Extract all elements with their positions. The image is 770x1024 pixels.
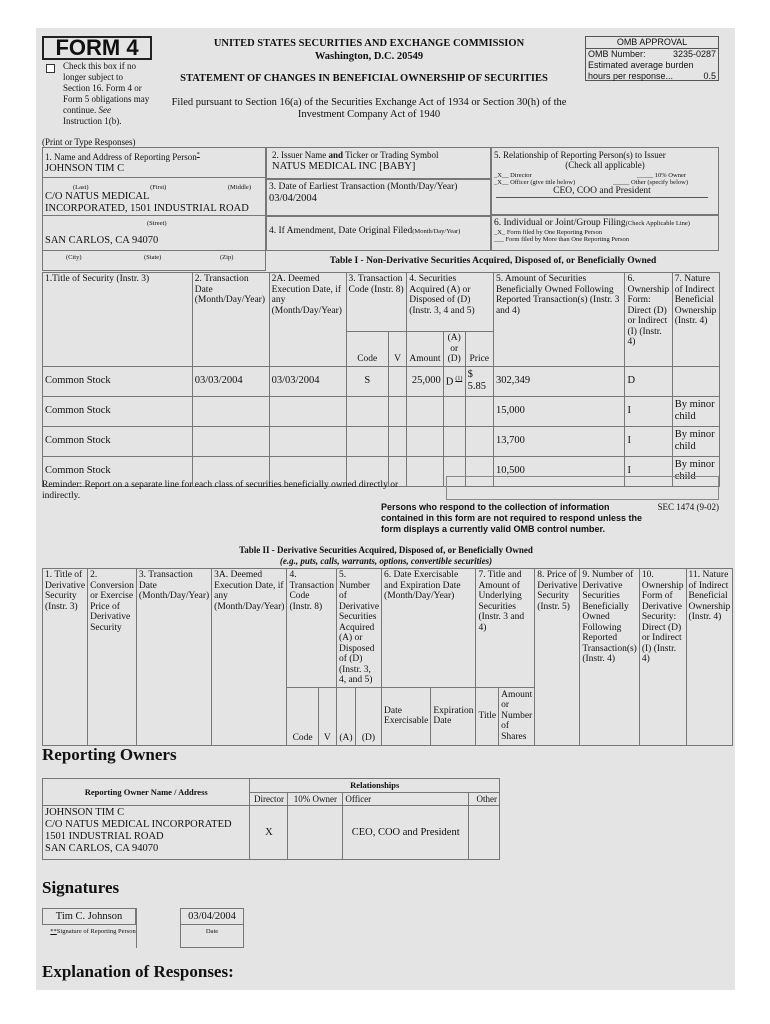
print-note: (Print or Type Responses) xyxy=(42,137,136,147)
signature-label xyxy=(48,928,138,936)
reminder-box xyxy=(446,476,719,500)
t1-cell-code xyxy=(346,396,388,426)
ro-owner-line3: 1501 INDUSTRIAL ROAD xyxy=(45,831,164,842)
t1-cell-aord-value: D xyxy=(445,376,454,388)
t1-cell-nature: By minor child xyxy=(672,456,719,486)
checkbox-see: See xyxy=(98,105,111,115)
t2-h-title: 1. Title of Derivative Security (Instr. 3) xyxy=(43,569,88,746)
reminder: Reminder: Report on a separate line for each class of securities beneficially owned directly or indirectly. xyxy=(42,480,399,501)
t1-cell-deemed xyxy=(269,426,346,456)
ro-ten-pct-mark xyxy=(288,806,343,860)
t2-h-price: 8. Price of Derivative Security (Instr. 5) xyxy=(535,569,580,746)
persons-note: Persons who respond to the collection of information contained in this form are not required to respond unless the form displays a currently valid OMB control number. xyxy=(381,502,643,534)
explanation-heading: Explanation of Responses: xyxy=(42,962,234,981)
box5-label: 5. Relationship of Reporting Person(s) to Issuer xyxy=(494,150,666,160)
t1-cell-aord xyxy=(443,396,465,426)
t1-cell-form: I xyxy=(625,456,672,486)
t1-cell-amount xyxy=(407,396,444,426)
box1-reporting-person xyxy=(42,147,266,251)
signature-date: 03/04/2004 xyxy=(180,908,244,925)
t2-h-sub-code: Code xyxy=(287,687,318,745)
ro-h-other: Other xyxy=(469,792,500,806)
box3-earliest-transaction xyxy=(266,179,491,216)
t2-h-conversion: 2. Conversion or Exercise Price of Derivative Security xyxy=(88,569,137,746)
box1-middle-label: (Middle) xyxy=(227,183,251,191)
box1-first-label: (First) xyxy=(150,183,167,191)
t1-cell-owned: 13,700 xyxy=(493,426,625,456)
t1-cell-nature: By minor child xyxy=(672,426,719,456)
t1-h-date: 2. Transaction Date (Month/Day/Year) xyxy=(192,273,269,367)
box1-asterisk: * xyxy=(196,152,200,158)
box2-issuer xyxy=(266,147,491,179)
table1-row xyxy=(43,426,720,456)
t1-cell-v xyxy=(389,396,407,426)
t2-h-sub-date-ex: Date Exercisable xyxy=(382,687,431,745)
t2-h-exercisable: 6. Date Exercisable and Expiration Date (Month/Day/Year) xyxy=(382,569,476,688)
ro-owner-line4: SAN CARLOS, CA 94070 xyxy=(45,843,159,854)
t2-h-sub-title: Title xyxy=(476,687,499,745)
issuer-name: NATUS MEDICAL INC [BABY] xyxy=(272,161,416,172)
t1-cell-owned: 302,349 xyxy=(493,366,625,396)
t1-cell-price xyxy=(465,426,493,456)
city-row-box xyxy=(42,251,266,271)
t1-cell-aord xyxy=(443,426,465,456)
box1-city-label: (City) xyxy=(66,254,82,261)
box1-label: 1. Name and Address of Reporting Person xyxy=(45,152,197,162)
reporting-address2: INCORPORATED, 1501 INDUSTRIAL ROAD xyxy=(45,202,249,214)
form-sheet xyxy=(36,28,735,990)
reporting-citystate: SAN CARLOS, CA 94070 xyxy=(45,234,159,246)
ro-director-mark: X xyxy=(250,806,288,860)
box4-label-small: (Month/Day/Year) xyxy=(412,228,461,235)
box6-filing-type xyxy=(491,215,719,251)
t2-h-sub-d: (D) xyxy=(355,687,381,745)
t1-h-sub-code: Code xyxy=(346,332,388,367)
signature-marker: ** xyxy=(50,928,57,935)
t1-footnote-link[interactable]: (1) xyxy=(455,376,463,383)
t2-h-form: 10. Ownership Form of Derivative Security: Direct (D) or Indirect (I) (Instr. 4) xyxy=(639,569,686,746)
box5-other: _____ Other (specify below) xyxy=(613,179,688,186)
t2-h-number: 5. Number of Derivative Securities Acquired (A) or Disposed of (D) (Instr. 3, 4, and 5) xyxy=(336,569,381,688)
t1-cell-form: I xyxy=(625,396,672,426)
table1-title: Table I - Non-Derivative Securities Acquired, Disposed of, or Beneficially Owned xyxy=(329,256,657,266)
box4-amendment xyxy=(266,216,491,251)
signature-label-text: Signature of Reporting Person xyxy=(56,928,136,935)
reporting-owners-table xyxy=(42,778,500,860)
omb-title: OMB APPROVAL xyxy=(586,37,718,49)
signatures-heading: Signatures xyxy=(42,878,120,897)
t1-cell-price xyxy=(465,396,493,426)
t1-h-acquired: 4. Securities Acquired (A) or Disposed of (D) (Instr. 3, 4 and 5) xyxy=(407,273,494,332)
t1-cell-title: Common Stock xyxy=(43,366,193,396)
table2-subtitle: (e.g., puts, calls, warrants, options, convertible securities) xyxy=(279,556,493,566)
checkbox-instr: Instruction 1(b). xyxy=(63,116,122,126)
omb-burden-label: Estimated average burden xyxy=(588,60,694,70)
t1-cell-amount: 25,000 xyxy=(407,366,444,396)
t2-h-sub-v: V xyxy=(318,687,336,745)
t2-h-owned: 9. Number of Derivative Securities Beneficially Owned Following Reported Transaction(s) (Instr. 4) xyxy=(580,569,640,746)
omb-hours-value: 0.5 xyxy=(703,71,716,81)
omb-hours-label: hours per response... xyxy=(588,71,674,81)
t1-h-nature: 7. Nature of Indirect Beneficial Ownership (Instr. 4) xyxy=(672,273,719,367)
t1-cell-date: 03/03/2004 xyxy=(192,366,269,396)
t1-cell-owned: 10,500 xyxy=(493,456,625,486)
signature-name: Tim C. Johnson xyxy=(42,908,136,925)
t1-cell-date xyxy=(192,396,269,426)
table1-row xyxy=(43,396,720,426)
box5-sub: (Check all applicable) xyxy=(565,160,645,170)
box2-label-a: 2. Issuer Name xyxy=(272,150,327,160)
box5-relationship xyxy=(491,147,719,215)
t1-h-deemed: 2A. Deemed Execution Date, if any (Month/Day/Year) xyxy=(269,273,346,367)
checkbox-note xyxy=(63,61,151,127)
signature-block xyxy=(42,908,238,950)
box2-label-and: and xyxy=(328,150,343,160)
t1-h-amount-owned: 5. Amount of Securities Beneficially Owned Following Reported Transaction(s) (Instr. 3 and 4) xyxy=(493,273,625,367)
t2-h-date: 3. Transaction Date (Month/Day/Year) xyxy=(136,569,211,746)
t2-h-sub-a: (A) xyxy=(336,687,355,745)
omb-approval-box xyxy=(585,36,719,81)
table1-non-derivative xyxy=(42,272,720,487)
t1-cell-date xyxy=(192,426,269,456)
signature-box-rule xyxy=(136,908,180,948)
t1-h-sub-v: V xyxy=(389,332,407,367)
date-label: Date xyxy=(205,928,219,935)
earliest-transaction-date: 03/04/2004 xyxy=(269,193,317,204)
ro-h-relationships: Relationships xyxy=(250,779,500,793)
box1-street-label: (Street) xyxy=(43,215,265,227)
reporting-owners-heading: Reporting Owners xyxy=(42,745,177,764)
box6-one-person: _X_ Form filed by One Reporting Person xyxy=(494,229,602,236)
agency-city: Washington, D.C. 20549 xyxy=(314,51,424,62)
sec-number: SEC 1474 (9-02) xyxy=(657,502,719,512)
box5-ten-pct: _____ 10% Owner xyxy=(636,172,686,179)
ro-h-ten-pct: 10% Owner xyxy=(288,792,343,806)
t1-cell-nature xyxy=(672,366,719,396)
t1-cell-v xyxy=(389,426,407,456)
t2-h-underlying: 7. Title and Amount of Underlying Securities (Instr. 3 and 4) xyxy=(476,569,535,688)
ro-owner-line2: C/O NATUS MEDICAL INCORPORATED xyxy=(45,819,232,830)
t2-h-deemed: 3A. Deemed Execution Date, if any (Month/Day/Year) xyxy=(212,569,287,746)
filed-pursuant-line1: Filed pursuant to Section 16(a) of the Securities Exchange Act of 1934 or Section 30(h) of the xyxy=(171,97,567,108)
t1-h-title: 1.Title of Security (Instr. 3) xyxy=(43,273,193,367)
t1-h-sub-price: Price xyxy=(465,332,493,367)
box1-last-label: (Last) xyxy=(73,183,89,191)
box6-label-small: (Check Applicable Line) xyxy=(625,220,690,227)
box1-zip-label: (Zip) xyxy=(220,254,234,261)
box5-director: _X__ Director xyxy=(494,172,532,179)
ro-h-director: Director xyxy=(250,792,288,806)
t1-cell-form: I xyxy=(625,426,672,456)
t1-cell-deemed xyxy=(269,396,346,426)
box6-more-persons: ___ Form filed by More than One Reporting Person xyxy=(494,236,630,243)
ro-h-name: Reporting Owner Name / Address xyxy=(43,779,250,806)
t2-h-nature: 11. Nature of Indirect Beneficial Ownership (Instr. 4) xyxy=(686,569,733,746)
form-title: FORM 4 xyxy=(42,36,152,60)
reporting-person-name: JOHNSON TIM C xyxy=(45,162,125,174)
omb-number-value: 3235-0287 xyxy=(672,49,716,59)
checkbox-text: Check this box if no longer subject to Section 16. Form 4 or Form 5 obligations may continue. xyxy=(63,61,150,115)
box2-label-b: Ticker or Trading Symbol xyxy=(345,150,439,160)
omb-number-label: OMB Number: xyxy=(588,49,646,59)
box6-label: 6. Individual or Joint/Group Filing xyxy=(494,218,626,228)
table1-row xyxy=(43,366,720,396)
table2-title: Table II - Derivative Securities Acquired, Disposed of, or Beneficially Owned xyxy=(239,545,533,555)
t1-cell-v xyxy=(389,366,407,396)
ro-officer-value: CEO, COO and President xyxy=(343,806,469,860)
t1-h-ownership-form: 6. Ownership Form: Direct (D) or Indirect (I) (Instr. 4) xyxy=(625,273,672,367)
filed-pursuant-line2: Investment Company Act of 1940 xyxy=(297,109,441,120)
ro-owner-address xyxy=(43,806,250,860)
t1-cell-price: $ 5.85 xyxy=(465,366,493,396)
t1-h-sub-aord: (A) or (D) xyxy=(443,332,465,367)
t2-h-sub-amount: Amount or Number of Shares xyxy=(499,687,535,745)
ro-owner-line1: JOHNSON TIM C xyxy=(45,807,125,818)
box4-label: 4. If Amendment, Date Original Filed xyxy=(269,226,413,236)
table2-derivative xyxy=(42,568,733,746)
t1-h-sub-amount: Amount xyxy=(407,332,444,367)
t1-cell-deemed: 03/03/2004 xyxy=(269,366,346,396)
t1-cell-amount xyxy=(407,426,444,456)
t1-cell-form: D xyxy=(625,366,672,396)
t2-h-code: 4. Transaction Code (Instr. 8) xyxy=(287,569,337,688)
t1-h-code: 3. Transaction Code (Instr. 8) xyxy=(346,273,407,332)
t1-cell-amount xyxy=(407,456,444,486)
reporting-address1: C/O NATUS MEDICAL xyxy=(45,190,150,202)
t1-cell-title: Common Stock xyxy=(43,396,193,426)
t1-cell-title: Common Stock xyxy=(43,426,193,456)
officer-title: CEO, COO and President xyxy=(496,186,708,198)
t1-cell-aord xyxy=(443,366,465,396)
t1-cell-code: S xyxy=(346,366,388,396)
agency-name: UNITED STATES SECURITIES AND EXCHANGE COMMISSION xyxy=(213,38,525,49)
t2-h-sub-exp: Expiration Date xyxy=(431,687,476,745)
ro-h-officer: Officer xyxy=(343,792,469,806)
t1-cell-title: Common Stock xyxy=(43,456,193,486)
box5-officer: _X__ Officer (give title below) xyxy=(494,179,576,186)
t1-cell-nature: By minor child xyxy=(672,396,719,426)
no-longer-subject-checkbox[interactable] xyxy=(46,64,55,73)
filed-pursuant xyxy=(154,97,584,121)
ro-other-value xyxy=(469,806,500,860)
t1-cell-owned: 15,000 xyxy=(493,396,625,426)
statement-title: STATEMENT OF CHANGES IN BENEFICIAL OWNERSHIP OF SECURITIES xyxy=(180,73,548,84)
box1-state-label: (State) xyxy=(144,254,162,261)
t1-cell-code xyxy=(346,426,388,456)
box3-label: 3. Date of Earliest Transaction (Month/Day/Year) xyxy=(269,182,458,192)
